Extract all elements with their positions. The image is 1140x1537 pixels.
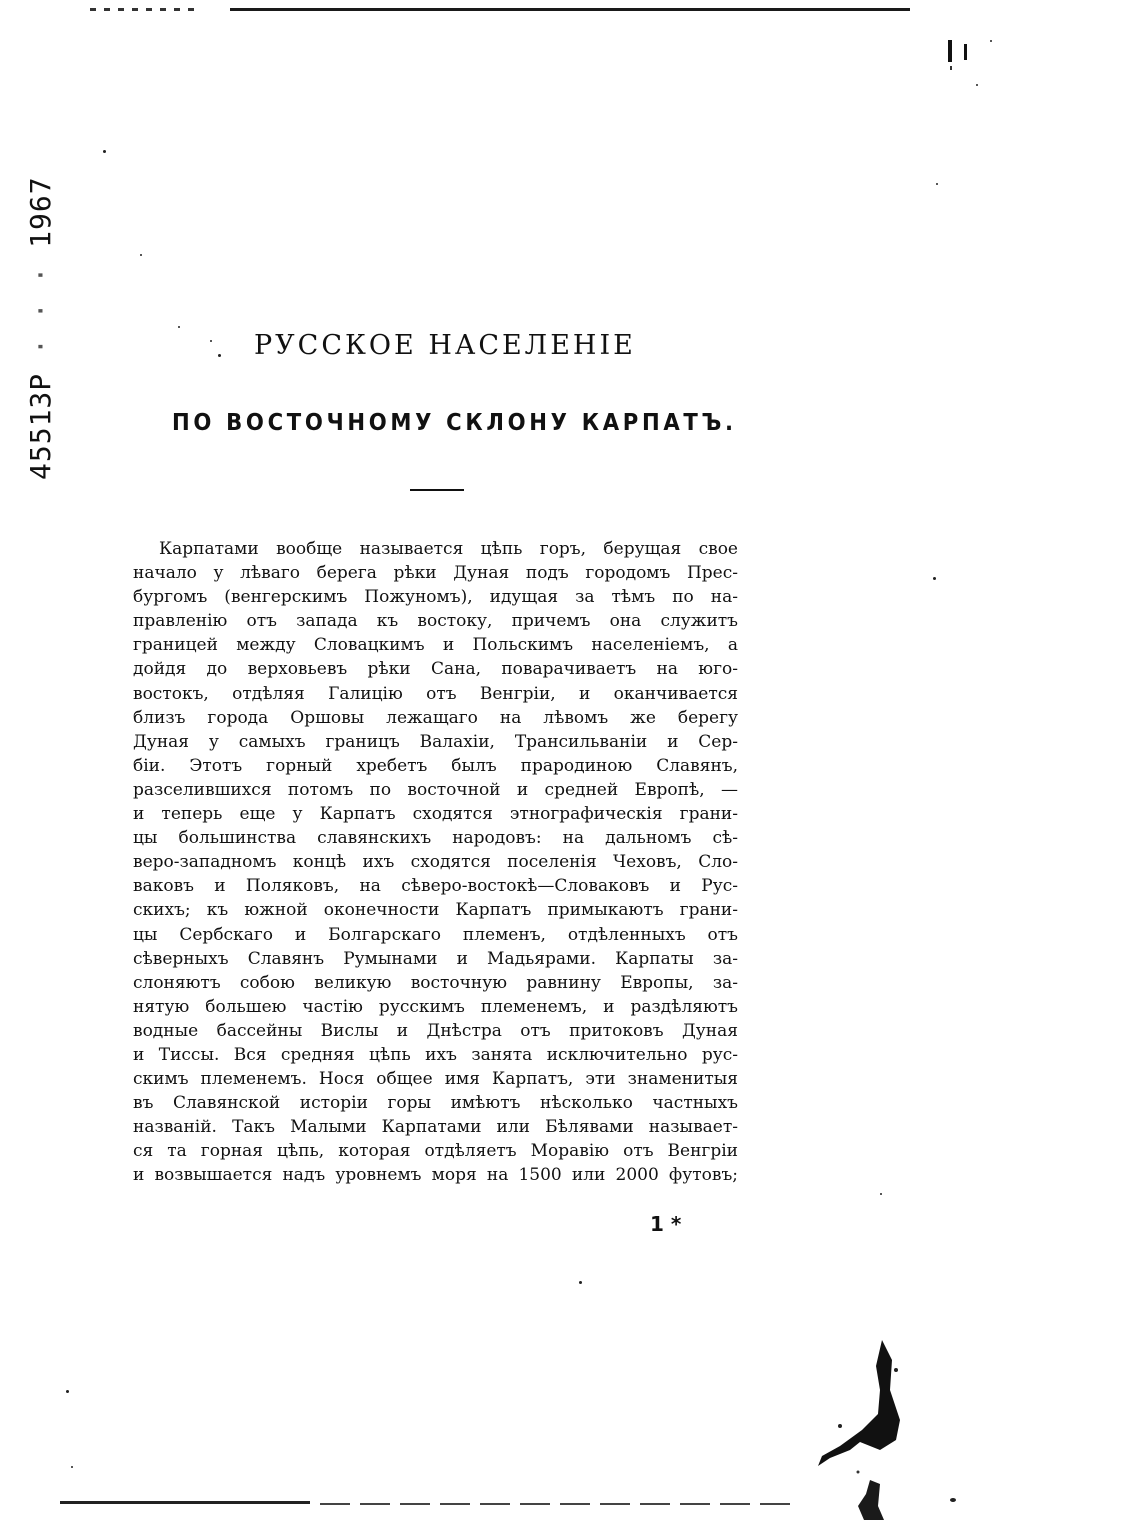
scan-speck [218,354,221,357]
scan-speck [140,254,142,256]
top-dashed-rule [90,8,200,11]
bottom-dashed-rule [320,1503,790,1505]
text-line: правленію отъ запада къ востоку, причемъ она служитъ [133,611,738,632]
bottom-rule [60,1501,310,1504]
text-line: цы Сербскаго и Болгарскаго племенъ, отдѣленныхъ отъ [133,924,738,945]
text-line: водные бассейны Вислы и Днѣстра отъ притоковъ Дуная [133,1020,738,1041]
scan-speck [950,1498,956,1502]
text-line: начало у лѣваго берега рѣки Дуная подъ городомъ Прес- [133,563,738,584]
text-line: ся та горная цѣпь, которая отдѣляетъ Моравію отъ Венгріи [133,1141,738,1162]
text-line: границей между Словацкимъ и Польскимъ населеніемъ, а [133,635,738,656]
text-line: цы большинства славянскихъ народовъ: на дальномъ сѣ- [133,828,738,849]
scan-speck [66,1390,69,1393]
text-line: востокъ, отдѣляя Галицію отъ Венгріи, и оканчивается [133,683,738,704]
text-line: ваковъ и Поляковъ, на сѣверо-востокѣ—Словаковъ и Рус- [133,876,738,897]
scan-speck [976,84,978,86]
text-line: разселившихся потомъ по восточной и средней Европѣ, — [133,779,738,800]
text-line: Дуная у самыхъ границъ Валахіи, Трансильваніи и Сер- [133,731,738,752]
top-rule [230,8,910,11]
scan-artifact [800,1330,910,1520]
signature-mark: 1 * [650,1212,682,1236]
text-line: біи. Этотъ горный хребетъ былъ прародиною Славянъ, [133,755,738,776]
page-subtitle: ПО ВОСТОЧНОМУ СКЛОНУ КАРПАТЪ. [172,410,737,436]
text-line: въ Славянской исторіи горы имѣютъ нѣсколько частныхъ [133,1093,738,1114]
text-line: скимъ племенемъ. Нося общее имя Карпатъ, эти знаменитыя [133,1069,738,1090]
text-line: сѣверныхъ Славянъ Румынами и Мадьярами. Карпаты за- [133,948,738,969]
text-line: нятую большею частію русскимъ племенемъ, и раздѣляютъ [133,996,738,1017]
scan-speck [990,40,992,42]
text-line: дойдя до верховьевъ рѣки Сана, поварачиваетъ на юго- [133,659,738,680]
scan-speck [579,1281,582,1284]
title-separator [410,489,464,491]
library-stamp: 45513P · · · 1967 [24,176,57,480]
text-line: близъ города Оршовы лежащаго на лѣвомъ же берегу [133,707,738,728]
scan-speck [936,183,938,185]
text-line: и возвышается надъ уровнемъ моря на 1500 или 2000 футовъ; [133,1165,738,1186]
scan-speck [178,326,180,328]
stamp-inventory-number: 45513P [24,372,57,480]
text-line: Карпатами вообще называется цѣпь горъ, берущая свое [159,539,738,559]
page-title: РУССКОЕ НАСЕЛЕНІЕ [254,330,636,361]
scan-speck [210,340,212,342]
text-line: скихъ; къ южной оконечности Карпатъ примыкаютъ грани- [133,900,738,921]
text-line: и Тиссы. Вся средняя цѣпь ихъ занята исключительно рус- [133,1044,738,1065]
text-line: веро-западномъ концѣ ихъ сходятся поселенія Чеховъ, Сло- [133,852,738,873]
stamp-year: 1967 [24,176,57,248]
text-line: слоняютъ собою великую восточную равнину Европы, за- [133,972,738,993]
text-line: названій. Такъ Малыми Карпатами или Бѣлявами называет- [133,1117,738,1138]
text-line: бургомъ (венгерскимъ Пожуномъ), идущая за тѣмъ по на- [133,587,738,608]
scan-speck [933,577,936,580]
scan-speck [880,1193,882,1195]
scan-speck [71,1466,73,1468]
text-line: и теперь еще у Карпатъ сходятся этнографическія грани- [133,804,738,825]
scan-corner-mark [946,38,976,78]
scan-speck [103,150,106,153]
body-paragraph [133,537,738,1188]
